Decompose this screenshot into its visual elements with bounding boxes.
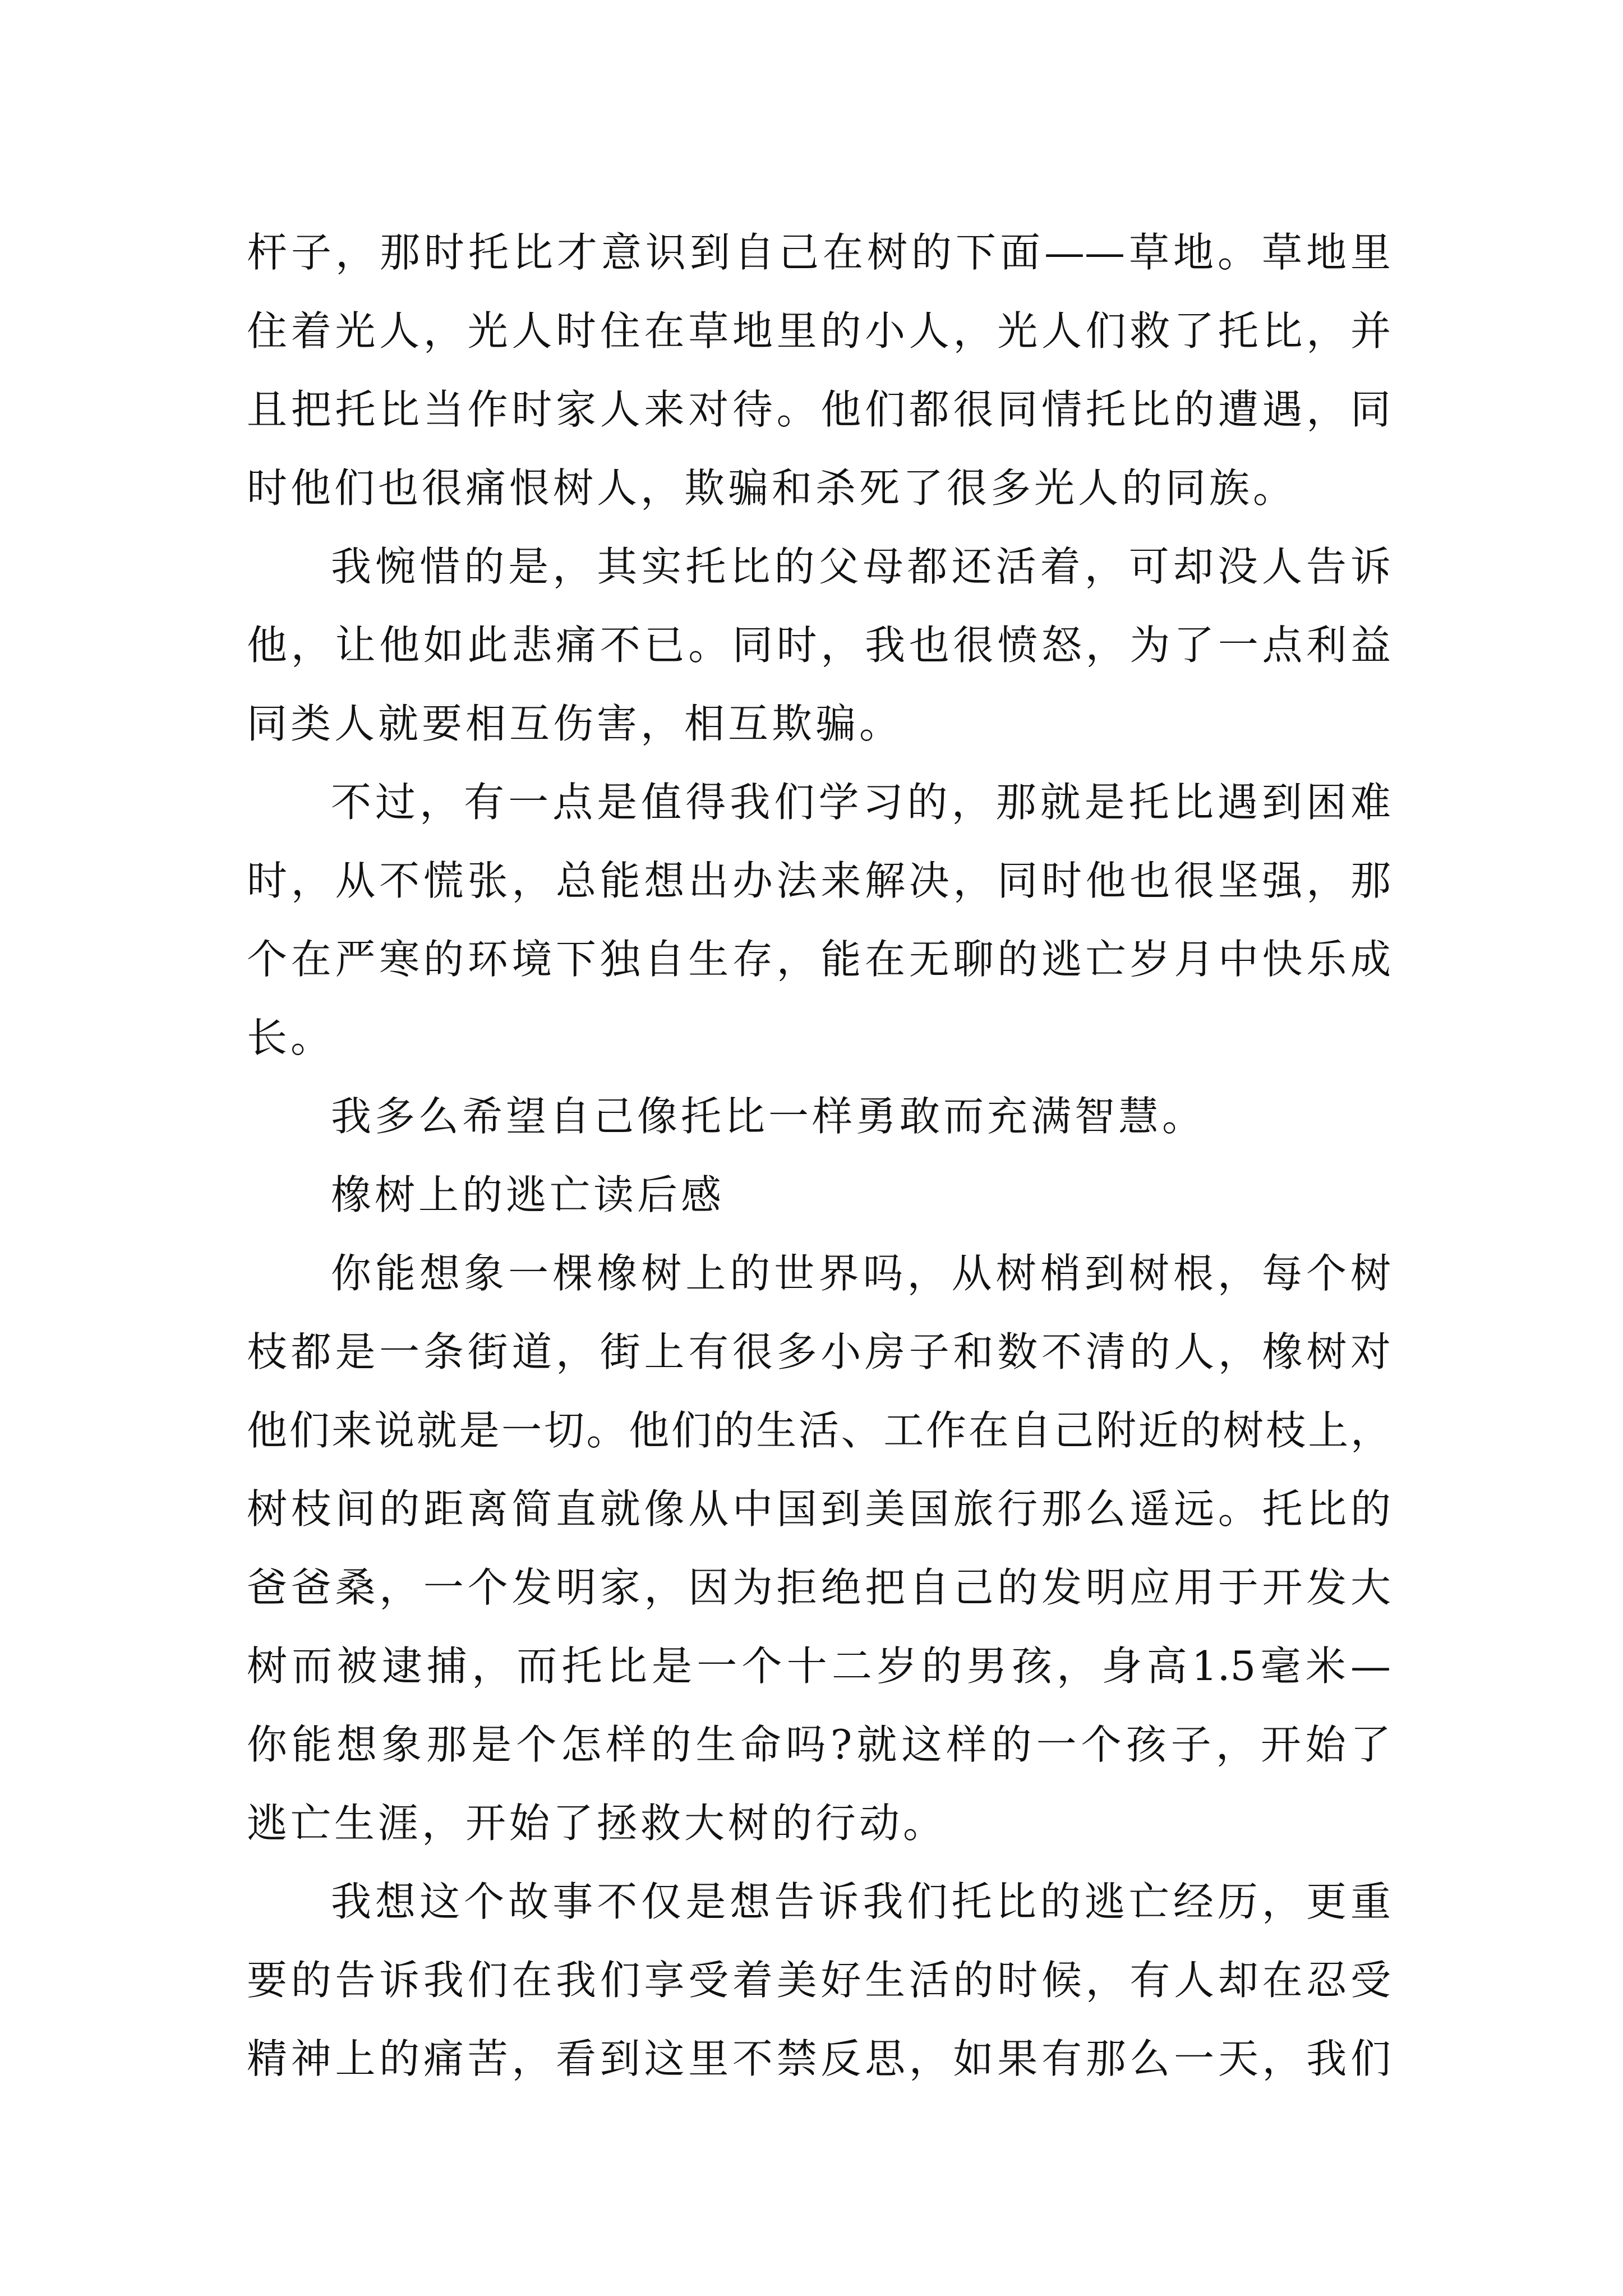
- text-line: 住着光人，光人时住在草地里的小人，光人们救了托比，并: [247, 307, 1391, 355]
- paragraph-first-line: 我想这个故事不仅是想告诉我们托比的逃亡经历，更重: [331, 1878, 1391, 1925]
- text-line: 时，从不慌张，总能想出办法来解决，同时他也很坚强，那: [247, 857, 1391, 904]
- text-line: 杆子，那时托比才意识到自己在树的下面——草地。草地里: [247, 229, 1391, 276]
- text-line: 精神上的痛苦，看到这里不禁反思，如果有那么一天，我们: [247, 2035, 1391, 2082]
- text-line: 他，让他如此悲痛不已。同时，我也很愤怒，为了一点利益: [247, 622, 1391, 669]
- paragraph-first-line: 我惋惜的是，其实托比的父母都还活着，可却没人告诉: [331, 543, 1391, 590]
- paragraph-first-line: 你能想象一棵橡树上的世界吗，从树梢到树根，每个树: [331, 1250, 1391, 1297]
- text-line: 逃亡生涯，开始了拯救大树的行动。: [247, 1800, 947, 1847]
- text-line: 枝都是一条街道，街上有很多小房子和数不清的人，橡树对: [247, 1328, 1391, 1375]
- text-line: 树枝间的距离简直就像从中国到美国旅行那么遥远。托比的: [247, 1485, 1391, 1533]
- paragraph-first-line: 我多么希望自己像托比一样勇敢而充满智慧。: [331, 1093, 1206, 1140]
- section-title: 橡树上的逃亡读后感: [331, 1171, 725, 1218]
- text-line: 同类人就要相互伤害，相互欺骗。: [247, 700, 903, 747]
- text-line: 时他们也很痛恨树人，欺骗和杀死了很多光人的同族。: [247, 464, 1297, 512]
- paragraph-first-line: 不过，有一点是值得我们学习的，那就是托比遇到困难: [331, 779, 1391, 826]
- text-line: 要的告诉我们在我们享受着美好生活的时候，有人却在忍受: [247, 1957, 1391, 2004]
- text-line: 他们来说就是一切。他们的生活、工作在自己附近的树枝上，: [247, 1407, 1391, 1454]
- text-line: 爸爸桑，一个发明家，因为拒绝把自己的发明应用于开发大: [247, 1564, 1391, 1611]
- text-line: 树而被逮捕，而托比是一个十二岁的男孩，身高1.5毫米—: [247, 1642, 1391, 1690]
- text-line: 个在严寒的环境下独自生存，能在无聊的逃亡岁月中快乐成: [247, 936, 1391, 983]
- text-line: 长。: [247, 1014, 335, 1061]
- text-line: 且把托比当作时家人来对待。他们都很同情托比的遭遇，同: [247, 386, 1391, 433]
- text-line: 你能想象那是个怎样的生命吗?就这样的一个孩子，开始了: [247, 1721, 1391, 1768]
